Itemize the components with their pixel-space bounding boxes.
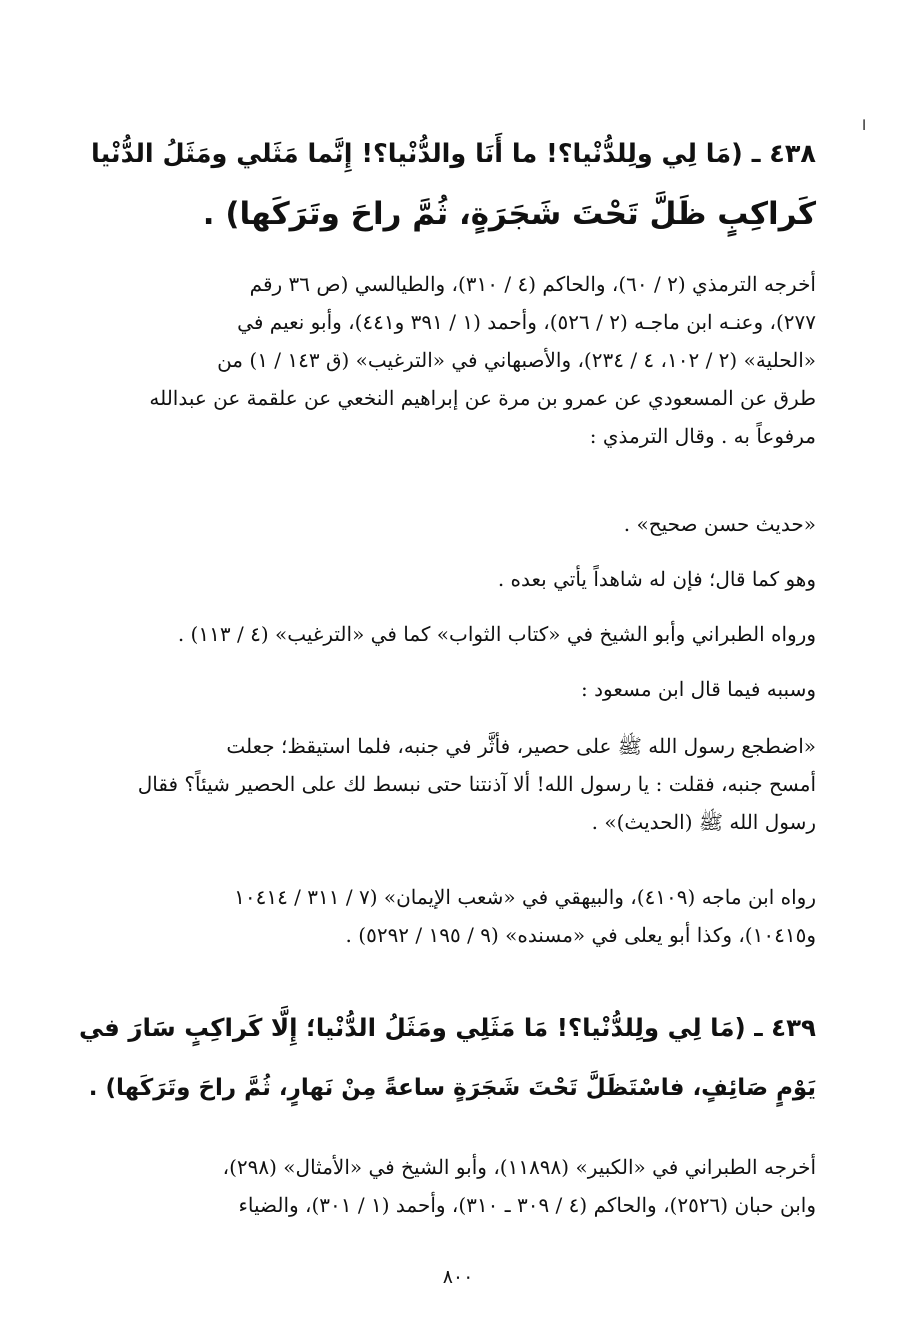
takhrij-439-line-1: أخرجه الطبراني في «الكبير» (١١٨٩٨)، وأبو الشيخ في «الأمثال» (٢٩٨)، — [222, 1155, 816, 1179]
takhrij-438-paragraph — [78, 265, 816, 455]
takhrij-438-line-5: مرفوعاً به . وقال الترمذي : — [589, 424, 816, 448]
takhrij-439-line-2: وابن حبان (٢٥٢٦)، والحاكم (٤ / ٣٠٩ ـ ٣١٠)، وأحمد (١ / ٣٠١)، والضياء — [238, 1193, 816, 1217]
takhrij-438-line-4: طرق عن المسعودي عن عمرو بن مرة عن إبراهيم النخعي عن علقمة عن عبدالله — [149, 386, 816, 410]
hadith-439-text — [78, 998, 816, 1118]
takhrij-438-line-1: أخرجه الترمذي (٢ / ٦٠)، والحاكم (٤ / ٣١٠)، والطيالسي (ص ٣٦ رقم — [249, 272, 816, 296]
tirmidhi-quote: «حديث حسن صحيح» . — [623, 512, 816, 536]
author-comment: وهو كما قال؛ فإن له شاهداً يأتي بعده . — [497, 567, 816, 591]
cause-line-2: أمسح جنبه، فقلت : يا رسول الله! ألا آذنتنا حتى نبسط لك على الحصير شيئاً؟ فقال — [137, 772, 816, 796]
takhrij-439-paragraph — [78, 1148, 816, 1224]
margin-mark: ا — [862, 118, 866, 134]
ibn-majah-line-1: رواه ابن ماجه (٤١٠٩)، والبيهقي في «شعب الإيمان» (٧ / ٣١١ / ١٠٤١٤ — [234, 885, 816, 909]
takhrij-438-line-3: «الحلية» (٢ / ١٠٢، ٤ / ٢٣٤)، والأصبهاني في «الترغيب» (ق ١٤٣ / ١) من — [217, 348, 816, 372]
hadith-438-line-2: كَراكِبٍ ظَلَّ تَحْتَ شَجَرَةٍ، ثُمَّ راحَ وتَرَكَها) . — [202, 196, 816, 232]
takhrij-438-line-2: ٢٧٧)، وعنـه ابن ماجـه (٢ / ٥٢٦)، وأحمد (١ / ٣٩١ و٤٤١)، وأبو نعيم في — [237, 310, 816, 334]
cause-line-3: رسول الله ﷺ (الحديث)» . — [591, 810, 816, 834]
cause-line-1: «اضطجع رسول الله ﷺ على حصير، فأثَّر في جنبه، فلما استيقظ؛ جعلت — [226, 734, 816, 758]
hadith-439-line-2: يَوْمٍ صَائِفٍ، فاسْتَظَلَّ تَحْتَ شَجَرَةٍ ساعةً مِنْ نَهارٍ، ثُمَّ راحَ وتَرَكَها) . — [88, 1075, 816, 1101]
cause-intro: وسببه فيما قال ابن مسعود : — [581, 677, 816, 701]
ibn-majah-line-2: و١٠٤١٥)، وكذا أبو يعلى في «مسنده» (٩ / ١٩٥ / ٥٢٩٢) . — [345, 923, 816, 947]
page-number: ٨٠٠ — [442, 1266, 474, 1288]
ibn-majah-reference — [78, 878, 816, 954]
tabarani-reference: ورواه الطبراني وأبو الشيخ في «كتاب الثواب» كما في «الترغيب» (٤ / ١١٣) . — [177, 622, 816, 646]
cause-narration — [78, 727, 816, 841]
hadith-439-line-1: ٤٣٩ ـ (مَا لِي ولِلدُّنْيا؟! مَا مَثَلِي ومَثَلُ الدُّنْيا؛ إِلَّا كَراكِبٍ سَارَ في — [79, 1013, 816, 1042]
hadith-438-text — [78, 124, 816, 244]
hadith-438-line-1: ٤٣٨ ـ (مَا لِي ولِلدُّنْيا؟! ما أَنَا والدُّنْيا؟! إِنَّما مَثَلي ومَثَلُ الدُّنْيا — [91, 139, 816, 169]
